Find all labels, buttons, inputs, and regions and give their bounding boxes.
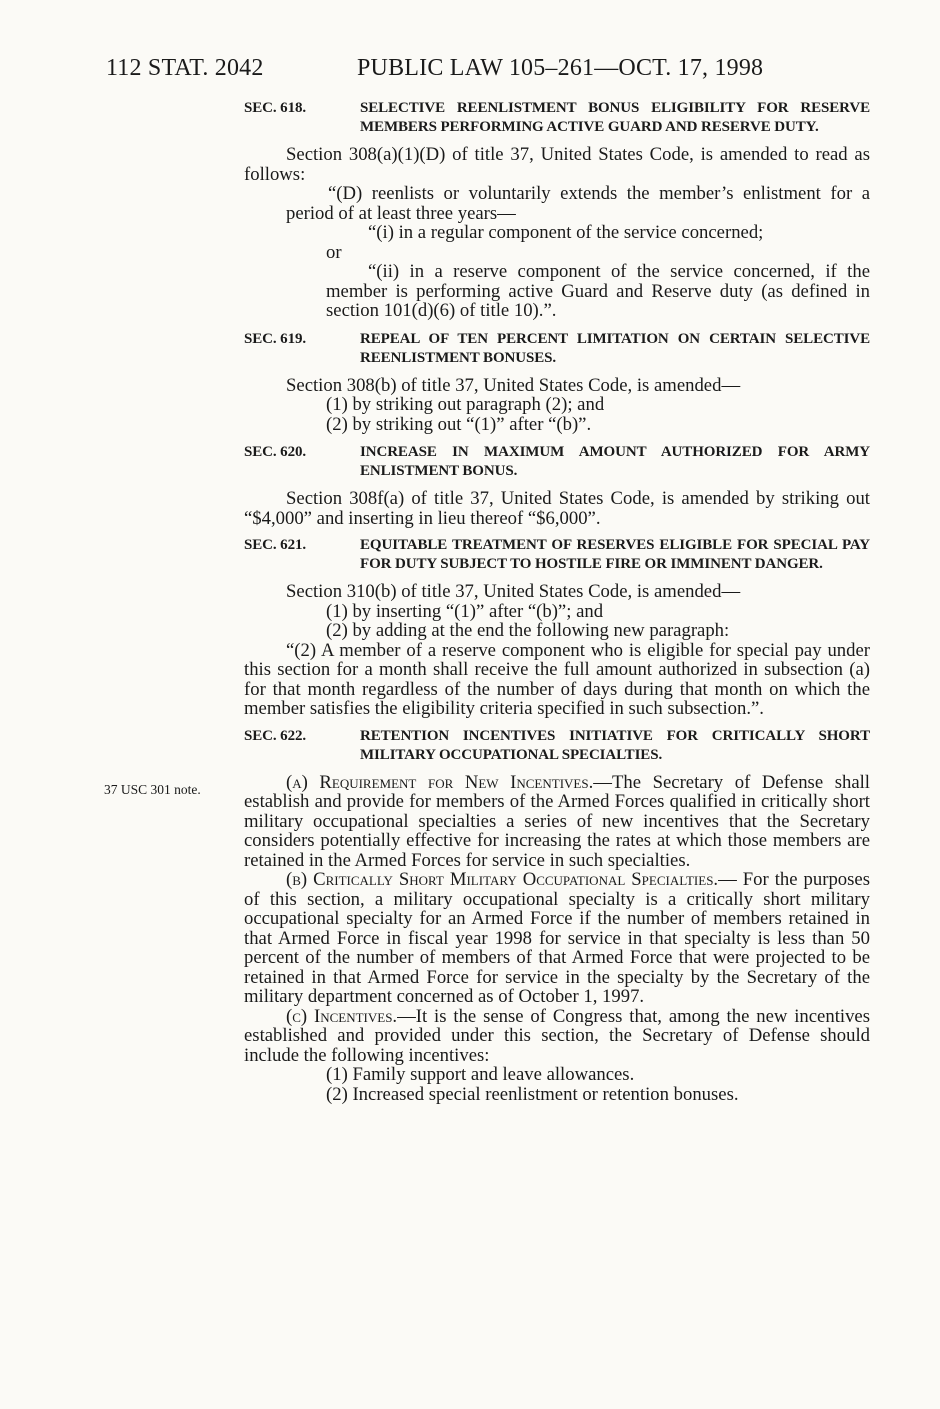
section-number: SEC. 621. [244, 537, 307, 553]
section-heading-618 [244, 99, 870, 137]
section-title: REPEAL OF TEN PERCENT LIMITATION ON CERTAIN SELECTIVE REENLISTMENT BONUSES. [360, 330, 870, 366]
subsection-text: — For the purposes of this section, a military occupational specialty is a critically short military occupational specialty for an Armed Force if the number of members retained in that Armed Force in fiscal year 1998 for service in that specialty is less than 50 percent of the number of members of that Armed Force that were projected to be retained in that Armed Force for service in the specialty by the Secretary of the military department concerned as of October 1, 1997. [244, 869, 870, 1007]
paragraph: Section 308(a)(1)(D) of title 37, United States Code, is amended to read as follows: [244, 144, 870, 185]
section-title: SELECTIVE REENLISTMENT BONUS ELIGIBILITY FOR RESERVE MEMBERS PERFORMING ACTIVE GUARD AND RESERVE DUTY. [360, 100, 870, 135]
public-law-header: PUBLIC LAW 105–261—OCT. 17, 1998 [357, 55, 764, 81]
section-number: SEC. 619. [244, 330, 307, 347]
paragraph: Section 310(b) of title 37, United States Code, is amended— [286, 581, 741, 602]
paragraph: (2) by adding at the end the following new paragraph: [326, 620, 730, 641]
paragraph: “(2) A member of a reserve component who is eligible for special pay under this section for a month shall receive the full amount authorized in subsection (a) for that month regardless of the number of days during that month on which the member satisfies the eligibility criteria specified in such subsection.”. [244, 639, 870, 719]
subsection-heading: (a) Requirement for New Incentives. [286, 771, 594, 793]
subsection-heading: (b) Critically Short Military Occupational Specialties. [286, 869, 719, 890]
subsection-b [244, 870, 870, 1007]
section-number: SEC. 622. [244, 727, 307, 744]
statute-page-number: 112 STAT. 2042 [106, 55, 264, 81]
subsection-text: —The Secretary of Defense shall establish and provide for members of the Armed Forces qualified in critically short military occupational specialties a series of new incentives that the Secretary considers potentially effective for increasing the rates at which those members are retained in the Armed Forces for service in such specialties. [244, 771, 870, 871]
paragraph: (2) by striking out “(1)” after “(b)”. [326, 413, 592, 435]
document-body [244, 99, 870, 1104]
paragraph: (1) by inserting “(1)” after “(b)”; and [326, 600, 604, 622]
section-title: RETENTION INCENTIVES INITIATIVE FOR CRITICALLY SHORT MILITARY OCCUPATIONAL SPECIALTIES. [360, 727, 870, 763]
paragraph: “(i) in a regular component of the service concerned; [368, 222, 764, 243]
paragraph: (1) by striking out paragraph (2); and [326, 394, 605, 415]
subsection-c [244, 1007, 870, 1066]
section-heading-620 [244, 443, 870, 481]
paragraph: Section 308f(a) of title 37, United States Code, is amended by striking out “$4,000” and inserting in lieu thereof “$6,000”. [244, 488, 870, 529]
section-title: EQUITABLE TREATMENT OF RESERVES ELIGIBLE FOR SPECIAL PAY FOR DUTY SUBJECT TO HOSTILE FIRE OR IMMINENT DANGER. [360, 537, 870, 572]
section-number: SEC. 618. [244, 100, 307, 116]
paragraph: or [326, 241, 342, 263]
list-item: (1) Family support and leave allowances. [326, 1064, 635, 1085]
margin-note: 37 USC 301 note. [104, 782, 201, 797]
paragraph: “(ii) in a reserve component of the service concerned, if the member is performing active Guard and Reserve duty (as defined in section 101(d)(6) of title 10).”. [326, 261, 870, 321]
paragraph: “(D) reenlists or voluntarily extends the member’s enlistment for a period of at least three years— [286, 183, 870, 224]
subsection-text: —It is the sense of Congress that, among the new incentives established and provided under this section, the Secretary of Defense should include the following incentives: [244, 1005, 870, 1066]
paragraph: Section 308(b) of title 37, United States Code, is amended— [286, 374, 741, 396]
section-heading-621 [244, 536, 870, 574]
section-heading-622 [244, 727, 870, 765]
list-item: (2) Increased special reenlistment or retention bonuses. [326, 1083, 739, 1105]
section-number: SEC. 620. [244, 444, 307, 460]
section-title: INCREASE IN MAXIMUM AMOUNT AUTHORIZED FOR ARMY ENLISTMENT BONUS. [360, 444, 870, 479]
section-heading-619 [244, 330, 870, 368]
subsection-a [244, 773, 870, 871]
subsection-heading: (c) Incentives. [286, 1005, 398, 1027]
